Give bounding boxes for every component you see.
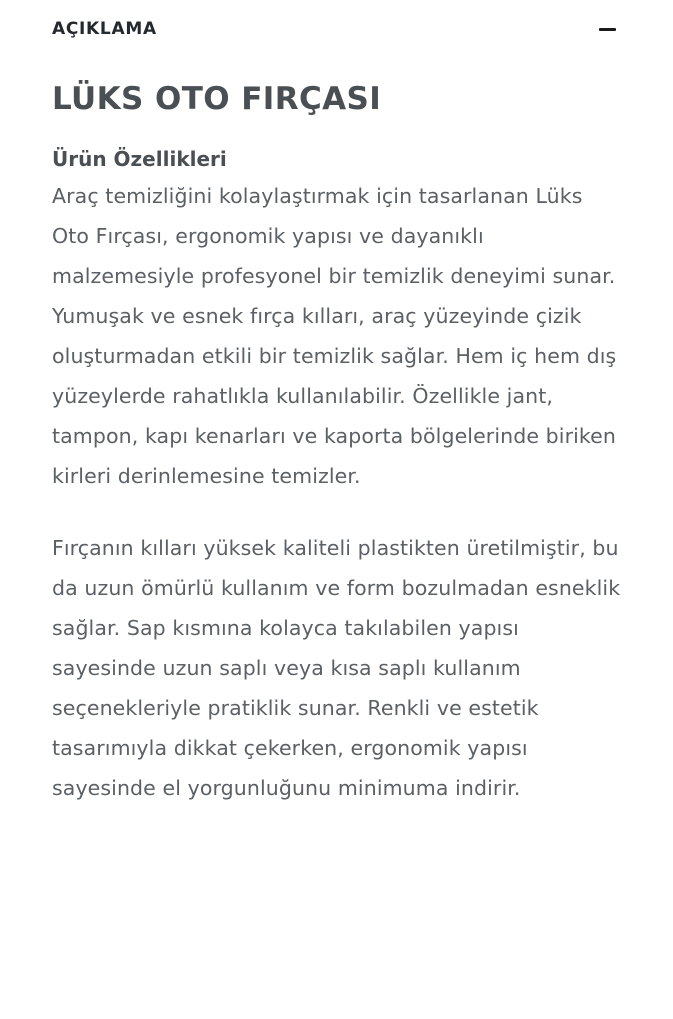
section-title: AÇIKLAMA — [52, 18, 157, 39]
features-heading: Ürün Özellikleri — [52, 146, 227, 171]
minus-icon[interactable] — [594, 16, 620, 42]
description-paragraph: Fırçanın kılları yüksek kaliteli plastikten üretilmiştir, bu da uzun ömürlü kullanım ve form bozulmadan esneklik sağlar. Sap kısmına kolayca takılabilen yapısı sayesinde uzun saplı veya kısa saplı kullanım seçenekleriyle pratiklik sunar. Renkli ve estetik tasarımıyla dikkat çekerken, ergonomik yapısı sayesinde el yorgunluğunu minimuma indirir. — [52, 535, 621, 800]
page-title: LÜKS OTO FIRÇASI — [52, 81, 382, 117]
description-section-header[interactable] — [52, 0, 621, 48]
description-paragraph: Araç temizliğini kolaylaştırmak için tasarlanan Lüks Oto Fırçası, ergonomik yapısı ve dayanıklı malzemesiyle profesyonel bir temizlik deneyimi sunar. Yumuşak ve esnek fırça kılları, araç yüzeyinde çizik oluşturmadan etkili bir temizlik sağlar. Hem iç hem dış yüzeylerde rahatlıkla kullanılabilir. Özellikle jant, tampon, kapı kenarları ve kaporta bölgelerinde biriken kirleri derinlemesine temizler. — [52, 183, 617, 488]
minus-icon-bar — [599, 28, 616, 31]
